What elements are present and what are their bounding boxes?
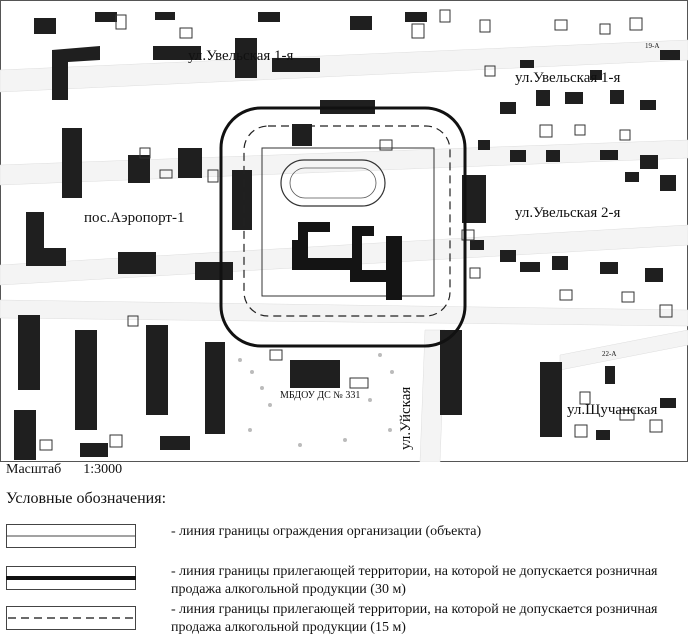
legend-symbol-15m bbox=[6, 606, 136, 630]
house-number-22a: 22-А bbox=[602, 350, 617, 358]
legend-text-fence: - линия границы ограждения организации (объекта) bbox=[171, 524, 482, 539]
kindergarten-label: МБДОУ ДС № 331 bbox=[280, 390, 361, 401]
street-label-uyskaya: ул.Уйская bbox=[398, 386, 414, 450]
house-number-19a: 19-А bbox=[645, 42, 660, 50]
legend-text-30m: - линия границы прилегающей территории, на которой не допускается розничная продажа алкогольной продукции (30 м) bbox=[171, 564, 658, 597]
street-label-uvelskaya-1-right: ул.Увельская 1-я bbox=[515, 70, 621, 86]
legend-text-15m: - линия границы прилегающей территории, на которой не допускается розничная продажа алкогольной продукции (15 м) bbox=[171, 602, 658, 635]
legend-symbol-fence bbox=[6, 524, 136, 548]
scale bbox=[6, 462, 122, 478]
scale-value: 1:3000 bbox=[83, 462, 123, 477]
street-label-shchuchanskaya: ул.Щучанская bbox=[567, 402, 658, 418]
street-label-uvelskaya-2: ул.Увельская 2-я bbox=[515, 205, 621, 221]
scale-label: Масштаб bbox=[6, 462, 62, 477]
settlement-label: пос.Аэропорт-1 bbox=[84, 210, 185, 226]
legend-symbol-30m bbox=[6, 566, 136, 590]
legend-title: Условные обозначения: bbox=[6, 490, 167, 507]
street-label-uvelskaya-1-left: ул.Увельская 1-я bbox=[188, 48, 294, 64]
